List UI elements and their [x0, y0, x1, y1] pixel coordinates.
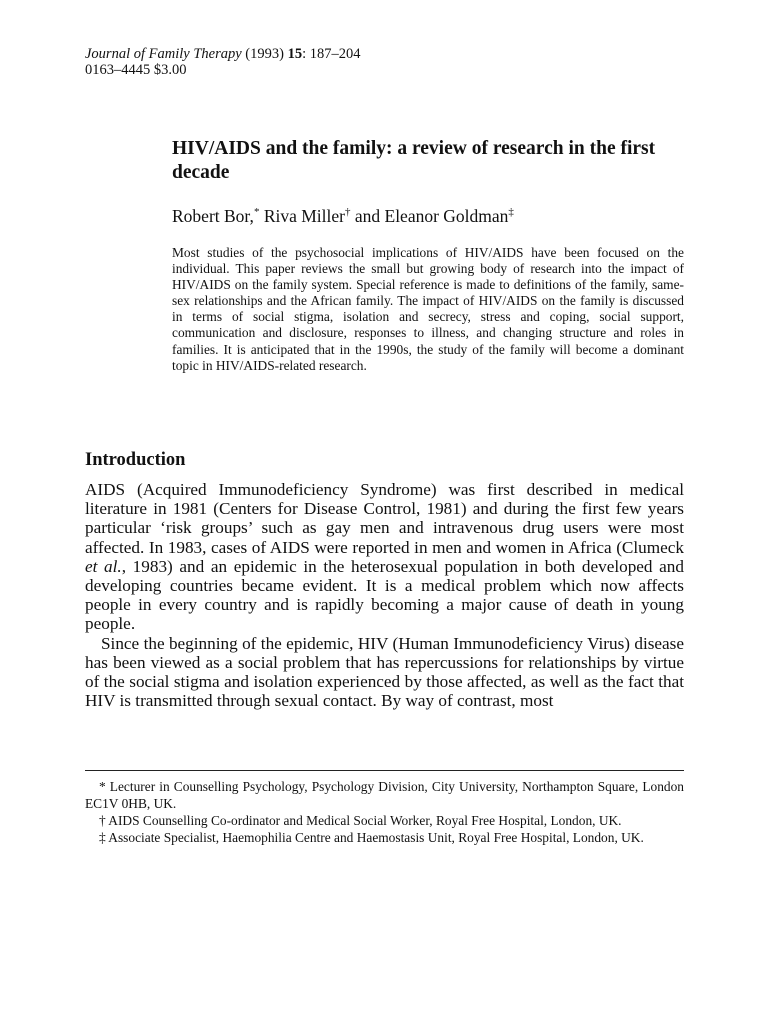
author-name: Robert Bor,: [172, 205, 254, 226]
footnotes: [85, 778, 684, 846]
paragraph-text: , 1983) and an epidemic in the heterosexual population in both developed and developing countries became evident. It is a medical problem which now affects people in every country and is rapidly becoming a major cause of death in young people.: [85, 556, 684, 634]
citation-line: [85, 46, 361, 62]
author-footnote-mark: †: [344, 206, 351, 218]
article-title: HIV/AIDS and the family: a review of research in the first decade: [172, 138, 656, 183]
citation-et-al: et al.: [85, 556, 122, 576]
journal-header: [85, 46, 361, 78]
issn-price: 0163–4445 $3.00: [85, 62, 187, 78]
journal-year: (1993): [245, 46, 284, 62]
author-footnote-mark: *: [253, 206, 260, 218]
abstract: Most studies of the psychosocial implications of HIV/AIDS have been focused on the individual. This paper reviews the small but growing body of research into the impact of HIV/AIDS on the family system. Special reference is made to definitions of the family, same-sex relationships and the African family. The impact of HIV/AIDS on the family is discussed in terms of social stigma, isolation and secrecy, stress and coping, social support, communication and disclosure, responses to illness, and changing structure and roles in families. It is anticipated that in the 1990s, the study of the family will become a dominant topic in HIV/AIDS-related research.: [172, 245, 684, 373]
author-name: Riva Miller: [263, 205, 345, 226]
footnote-divider: [85, 770, 684, 771]
footnote-author-1: * Lecturer in Counselling Psychology, Psychology Division, City University, Northampton Square, London EC1V 0HB, UK.: [85, 779, 684, 811]
paragraph-text: AIDS (Acquired Immunodeficiency Syndrome) was first described in medical literature in 1981 (Centers for Disease Control, 1981) and during the first few years particular ‘risk groups’ such as gay men and intravenous drug users were most affected. In 1983, cases of AIDS were reported in men and women in Africa (Clumeck: [85, 480, 684, 557]
author-name: and Eleanor Goldman: [354, 205, 509, 226]
introduction-body: [85, 480, 684, 710]
author-list: [172, 201, 514, 227]
section-heading-introduction: Introduction: [85, 450, 186, 470]
footnote-author-3: ‡ Associate Specialist, Haemophilia Centre and Haemostasis Unit, Royal Free Hospital, London, UK.: [99, 830, 644, 845]
author-footnote-mark: ‡: [508, 206, 514, 218]
introduction-paragraph-1: [85, 480, 684, 634]
footnote-author-2: † AIDS Counselling Co-ordinator and Medical Social Worker, Royal Free Hospital, London, UK.: [99, 813, 622, 828]
journal-volume: 15: [287, 46, 303, 62]
journal-name: Journal of Family Therapy: [85, 46, 242, 62]
journal-pages: : 187–204: [302, 46, 361, 62]
introduction-paragraph-2: Since the beginning of the epidemic, HIV (Human Immunodeficiency Virus) disease has been viewed as a social problem that has repercussions for relationships by virtue of the social stigma and isolation experienced by those affected, as well as the fact that HIV is transmitted through sexual contact. By way of contrast, most: [85, 633, 684, 711]
